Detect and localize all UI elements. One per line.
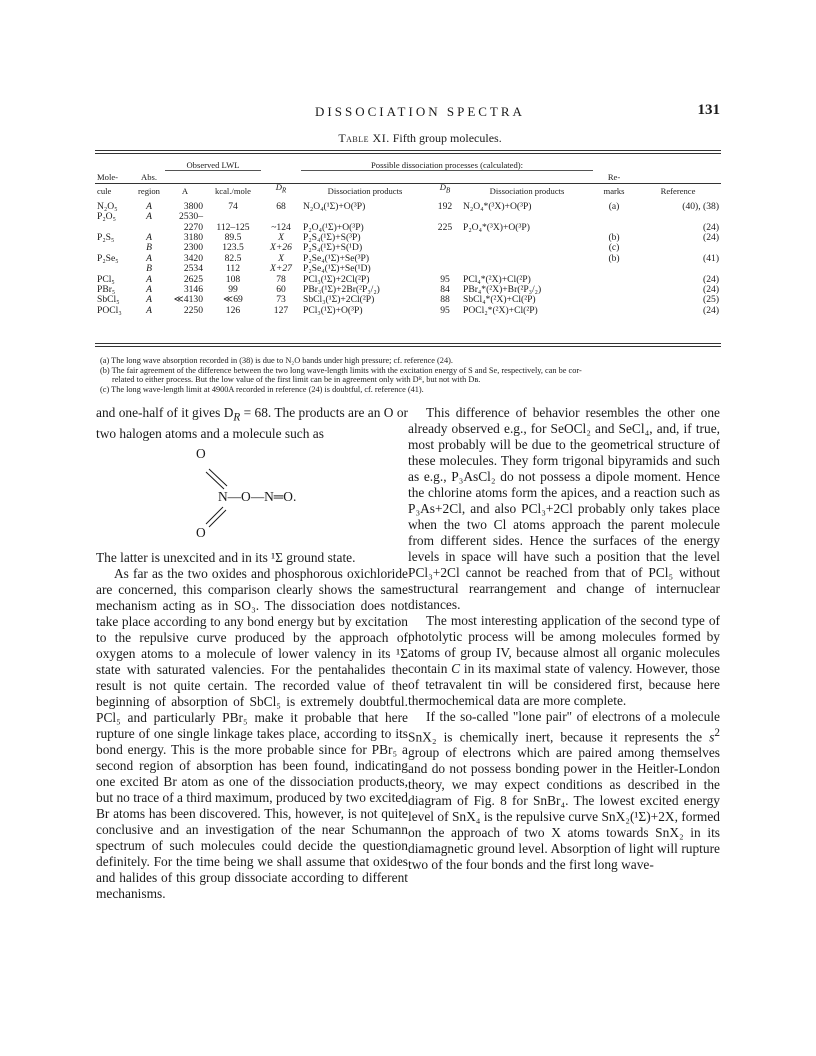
header-db: $D_B$ bbox=[439, 182, 451, 195]
table-row bbox=[95, 212, 721, 222]
cell-prod1: PCl₃(¹Σ)+O(³P) bbox=[303, 305, 363, 316]
cell-region: A bbox=[146, 295, 152, 306]
cell-db bbox=[429, 233, 461, 243]
cell-prod1: PCl₃(¹Σ)+2Cl(²P) bbox=[303, 274, 370, 285]
table-caption-text: Fifth group molecules. bbox=[392, 131, 502, 145]
header-dr: $D_R$ bbox=[275, 182, 287, 195]
cell-a: 2270 bbox=[183, 222, 203, 233]
cell-ref bbox=[635, 264, 721, 274]
cell-region: A bbox=[146, 200, 152, 212]
cell-prod1: P₂S₄(¹Σ)+S(³P) bbox=[303, 232, 361, 243]
cell-kcal: 126 bbox=[225, 305, 241, 316]
page-number: 131 bbox=[697, 102, 720, 118]
cell-dr: X bbox=[278, 232, 284, 243]
cell-remarks bbox=[593, 306, 635, 316]
cell-molecule: P₂O₅ bbox=[97, 212, 116, 223]
cell-kcal: 112 bbox=[225, 264, 241, 275]
header-reference: Reference bbox=[660, 185, 696, 196]
cell-remarks bbox=[593, 264, 635, 274]
cell-db: 84 bbox=[440, 284, 450, 295]
header-diss-products-2: Dissociation products bbox=[489, 185, 565, 196]
footnote-c: (c) The long wave-length limit at 4900A recorded in reference (24) is doubtful, cf. reference (41). bbox=[100, 384, 424, 394]
cell-remarks: (b) bbox=[608, 253, 620, 264]
table-top-rule-2 bbox=[95, 153, 721, 154]
cell-prod1: P₂Se₄(¹Σ)+Se(³P) bbox=[303, 253, 370, 264]
cell-prod1: P₂Se₄(¹Σ)+Se(¹D) bbox=[303, 264, 371, 275]
cell-a: 3180 bbox=[183, 232, 203, 243]
cell-remarks: (a) bbox=[608, 200, 620, 212]
table-row bbox=[95, 243, 721, 253]
right-para-3: If the so-called "lone pair" of electrons of a molecule SnX₂ is chemically inert, because it represents the $s^2$ group of electrons which are paired among themselves and do not possess bonding power in the Heitler-London theory, we may expect conditions as described in the diagram of Fig. 8 for SnBr₄. The lowest excited energy level of SnX₄ is the repulsive curve SnX₂(¹Σ)+2X, formed on the approach of two X atoms towards SnX₂ in its diamagnetic ground level. Absorption of light will rupture two of the four bonds and the first long wave- bbox=[408, 709, 720, 873]
cell-ref: (41) bbox=[703, 253, 720, 264]
cell-region: B bbox=[146, 264, 152, 275]
footnote-a: (a) The long wave absorption recorded in (38) is due to N₂O bands under high pressure; cf. reference (24). bbox=[100, 356, 453, 365]
table-bottom-rule-2 bbox=[95, 346, 721, 347]
cell-molecule: POCl₃ bbox=[97, 305, 122, 316]
cell-a: 2530– bbox=[179, 212, 203, 223]
cell-ref: (40), (38) bbox=[682, 200, 720, 212]
left-column bbox=[96, 405, 408, 902]
cell-dr: 60 bbox=[276, 284, 286, 295]
cell-remarks bbox=[593, 212, 635, 222]
table-top-rule bbox=[95, 150, 721, 151]
cell-db: 192 bbox=[437, 200, 453, 212]
left-para-1: and one-half of it gives $D_R = 68$. The products are an O or two halogen atoms and a molecule such as bbox=[96, 405, 408, 441]
table-row bbox=[95, 306, 721, 316]
cell-db: 95 bbox=[440, 305, 450, 316]
header-abs-region-2: region bbox=[138, 185, 160, 196]
cell-a: 3146 bbox=[183, 284, 203, 295]
cell-a: 3420 bbox=[183, 253, 203, 264]
cell-prod2: PCl₄*(²X)+Cl(²P) bbox=[463, 274, 531, 285]
cell-ref bbox=[635, 212, 721, 222]
table-row bbox=[95, 264, 721, 274]
cell-region: A bbox=[146, 284, 152, 295]
left-para-2: The latter is unexcited and in its ¹Σ ground state. bbox=[96, 549, 356, 565]
cell-dr bbox=[261, 212, 301, 222]
cell-remarks: (c) bbox=[608, 243, 620, 254]
cell-prod2 bbox=[461, 254, 593, 264]
cell-molecule bbox=[95, 223, 133, 233]
cell-molecule bbox=[95, 264, 133, 274]
header-molecule-2: cule bbox=[97, 185, 112, 196]
cell-prod1: PBr₃(¹Σ)+2Br(²P₃/₂) bbox=[303, 284, 380, 295]
cell-db bbox=[429, 212, 461, 222]
cell-kcal: 74 bbox=[228, 200, 238, 212]
cell-ref: (25) bbox=[703, 295, 720, 306]
cell-kcal: 112–125 bbox=[216, 222, 250, 233]
cell-a: ≪4130 bbox=[173, 295, 203, 306]
fifth-group-table bbox=[95, 158, 721, 316]
cell-molecule: P₂Se₅ bbox=[97, 253, 119, 264]
cell-molecule: PCl₅ bbox=[97, 274, 115, 285]
cell-db: 88 bbox=[440, 295, 450, 306]
cell-ref: (24) bbox=[703, 284, 720, 295]
cell-region: A bbox=[146, 253, 152, 264]
table-body bbox=[95, 199, 721, 316]
table-header-rule bbox=[95, 183, 721, 184]
cell-db bbox=[429, 254, 461, 264]
cell-prod2: PBr₄*(²X)+Br(²P₃/₂) bbox=[463, 284, 542, 295]
running-head: DISSOCIATION SPECTRA bbox=[315, 104, 525, 119]
cell-region: A bbox=[146, 274, 152, 285]
structure-top-o: O bbox=[196, 445, 206, 461]
cell-a: 2534 bbox=[183, 264, 203, 275]
cell-kcal: 99 bbox=[228, 284, 238, 295]
cell-prod1 bbox=[301, 212, 429, 222]
header-remarks-1: Re- bbox=[607, 172, 621, 182]
header-remarks-2: marks bbox=[603, 185, 625, 196]
header-observed-lwl: Observed LWL bbox=[165, 158, 261, 171]
cell-remarks bbox=[593, 275, 635, 285]
footnote-b-cont: related to either process. But the low value of the first limit can be in agreement only with Dᴿ, but not with Dʙ. bbox=[112, 375, 481, 385]
table-caption-label: Table XI. bbox=[338, 131, 390, 145]
cell-db: 95 bbox=[440, 274, 450, 285]
right-para-1: This difference of behavior resembles the other one already observed e.g., for SeOCl₂ and SeCl₄, and, if true, most probably will be due to the geometrical structure of these molecules. They form trigonal bipyramids and such as e.g., P₃AsCl₂ do not possess a dipole moment. Hence the chlorine atoms form the apices, and a reaction such as P₃As+2Cl, and also PCl₃+2Cl probably only takes place when the two Cl atoms approach the parent molecule from different sides. Hence the surfaces of the energy levels in space will have such a position that the level PCl₃+2Cl cannot be reached from that of PCl₅ without structural rearrangement and change of internuclear distances. bbox=[408, 405, 720, 612]
cell-region bbox=[133, 223, 165, 233]
right-para-2: The most interesting application of the second type of photolytic process will be among molecules formed by atoms of group IV, because almost all organic molecules contain C in its maximal state of valency. However, those of tetravalent tin will be considered first, because here thermochemical data are more complete. bbox=[408, 613, 720, 708]
cell-kcal: 108 bbox=[225, 274, 241, 285]
cell-dr: 78 bbox=[276, 274, 286, 285]
cell-prod2: POCl₂*(²X)+Cl(²P) bbox=[463, 305, 538, 316]
cell-prod2 bbox=[461, 264, 593, 274]
cell-dr: X bbox=[278, 253, 284, 264]
header-abs-region-1: Abs. bbox=[141, 172, 157, 182]
cell-prod1: P₂S₄(¹Σ)+S(¹D) bbox=[303, 243, 363, 254]
structure-chain: N—O—N═O. bbox=[218, 488, 297, 504]
cell-dr: 73 bbox=[276, 295, 286, 306]
table-footnotes bbox=[100, 356, 716, 394]
cell-dr: X+27 bbox=[270, 264, 292, 275]
cell-ref bbox=[635, 243, 721, 253]
cell-db bbox=[429, 264, 461, 274]
table-row bbox=[95, 295, 721, 305]
header-angstrom: A bbox=[181, 185, 189, 196]
cell-remarks bbox=[593, 295, 635, 305]
table-row bbox=[95, 223, 721, 233]
header-kcal: kcal./mole bbox=[214, 185, 252, 196]
cell-kcal: 123.5 bbox=[222, 243, 244, 254]
cell-prod2: SbCl₄*(²X)+Cl(²P) bbox=[463, 295, 536, 306]
table-row bbox=[95, 254, 721, 264]
cell-dr: ~124 bbox=[271, 222, 291, 233]
cell-dr: X+26 bbox=[270, 243, 292, 254]
cell-a: 2300 bbox=[183, 243, 203, 254]
right-column bbox=[408, 405, 720, 873]
table-caption bbox=[120, 131, 720, 146]
cell-ref: (24) bbox=[703, 274, 720, 285]
table-row bbox=[95, 285, 721, 295]
cell-prod2 bbox=[461, 243, 593, 253]
cell-remarks bbox=[593, 223, 635, 233]
cell-prod1: P₂O₄(¹Σ)+O(³P) bbox=[303, 222, 364, 233]
table-row bbox=[95, 199, 721, 212]
cell-remarks: (b) bbox=[608, 232, 620, 243]
cell-a: 2250 bbox=[183, 305, 203, 316]
header-possible-processes: Possible dissociation processes (calculated): bbox=[301, 158, 593, 171]
footnote-b: (b) The fair agreement of the difference between the two long wave-length limits with the excitation energy of S and Se, respectively, can be cor- bbox=[100, 365, 582, 375]
cell-molecule: P₂S₅ bbox=[97, 232, 115, 243]
cell-prod2: N₂O₄*(³X)+O(³P) bbox=[463, 200, 532, 212]
left-para-3: As far as the two oxides and phosphorous oxichloride are concerned, this comparison clearly shows the same mechanism acting as in SO₃. The dissociation does not take place according to any bond energy but by excitation to the repulsive curve produced by the approach of oxygen atoms to a molecule of lower valency in its ¹Σ state with saturated valencies. For the pentahalides the result is not quite certain. The recorded value of the beginning of absorption of SbCl₅ is extremely doubtful. PCl₅ and particularly PBr₅ make it probable that here rupture of one single linkage takes place, according to its bond energy. This is the more probable since for PBr₅ a second region of absorption has been found, indicating one excited Br atom as one of the dissociation products, but no trace of a third maximum, produced by two excited Br atoms has been discovered. This, however, is not quite conclusive and an investigation of the near Schumann spectrum of such molecules could decide the question definitely. For the time being we shall assume that oxides and halides of this group dissociate according to different mechanisms. bbox=[96, 565, 408, 901]
table-row bbox=[95, 233, 721, 243]
cell-prod1: SbCl₃(¹Σ)+2Cl(²P) bbox=[303, 295, 375, 306]
cell-ref: (24) bbox=[703, 305, 720, 316]
cell-kcal: ≪69 bbox=[223, 295, 243, 306]
cell-db: 225 bbox=[437, 222, 453, 233]
cell-db bbox=[429, 243, 461, 253]
table-row bbox=[95, 275, 721, 285]
cell-prod2: P₂O₄*(³X)+O(³P) bbox=[463, 222, 530, 233]
header-diss-products: Dissociation products bbox=[327, 185, 403, 196]
cell-ref: (24) bbox=[703, 232, 720, 243]
cell-region: A bbox=[146, 232, 152, 243]
cell-molecule: N₂O₅ bbox=[97, 200, 118, 212]
structure-bottom-o: O bbox=[196, 524, 206, 540]
cell-molecule bbox=[95, 243, 133, 253]
cell-prod1: N₂O₄(¹Σ)+O(³P) bbox=[303, 200, 366, 212]
cell-dr: 68 bbox=[276, 200, 286, 212]
cell-kcal: 89.5 bbox=[224, 232, 242, 243]
cell-a: 2625 bbox=[183, 274, 203, 285]
table-bottom-rule bbox=[95, 343, 721, 344]
cell-kcal bbox=[205, 212, 261, 222]
cell-prod2 bbox=[461, 212, 593, 222]
cell-kcal: 82.5 bbox=[224, 253, 242, 264]
cell-region: A bbox=[146, 212, 152, 223]
cell-remarks bbox=[593, 285, 635, 295]
cell-a: 3800 bbox=[183, 200, 203, 212]
n2o5-structure bbox=[96, 442, 408, 541]
cell-dr: 127 bbox=[273, 305, 289, 316]
cell-ref: (24) bbox=[703, 222, 720, 233]
cell-region: B bbox=[146, 243, 152, 254]
cell-molecule: SbCl₅ bbox=[97, 295, 120, 306]
cell-prod2 bbox=[461, 233, 593, 243]
header-molecule-1: Mole- bbox=[97, 172, 119, 182]
cell-region: A bbox=[146, 305, 152, 316]
cell-molecule: PBr₅ bbox=[97, 284, 116, 295]
